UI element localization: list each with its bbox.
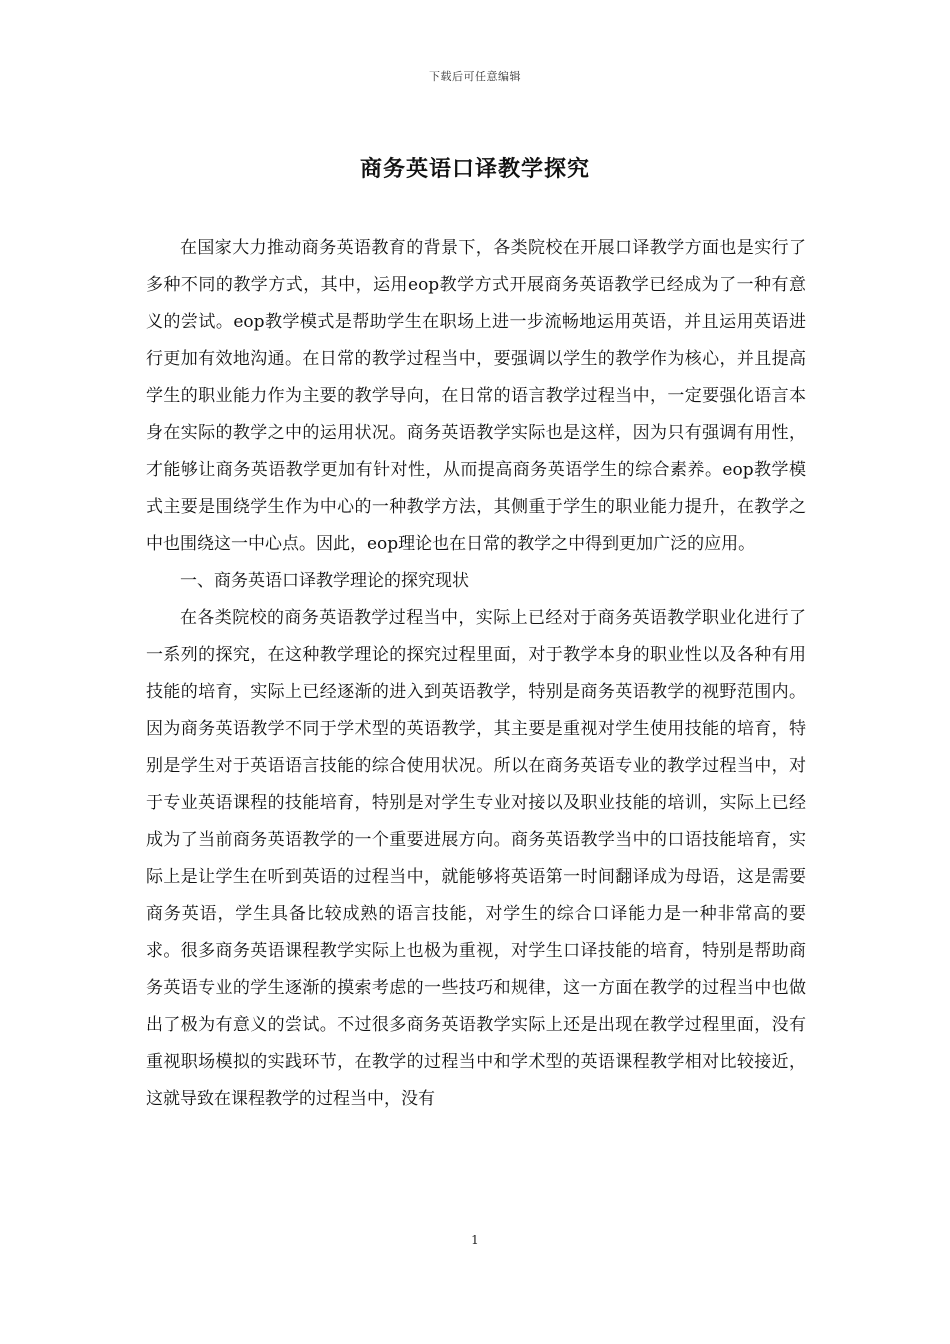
intro-paragraph: 在国家大力推动商务英语教育的背景下，各类院校在开展口译教学方面也是实行了多种不同的教学方式，其中，运用eop教学方式开展商务英语教学已经成为了一种有意义的尝试。eop教学模式是帮助学生在职场上进一步流畅地运用英语，并且运用英语进行更加有效地沟通。在日常的教学过程当中，要强调以学生的教学作为核心，并且提高学生的职业能力作为主要的教学导向，在日常的语言教学过程当中，一定要强化语言本身在实际的教学之中的运用状况。商务英语教学实际也是这样，因为只有强调有用性，才能够让商务英语教学更加有针对性，从而提高商务英语学生的综合素养。eop教学模式主要是围绕学生作为中心的一种教学方法，其侧重于学生的职业能力提升，在教学之中也围绕这一中心点。因此，eop理论也在日常的教学之中得到更加广泛的应用。: [146, 238, 806, 554]
document-body: [146, 230, 806, 1118]
header-note: 下载后可任意编辑: [429, 70, 521, 83]
section-paragraph: 在各类院校的商务英语教学过程当中，实际上已经对于商务英语教学职业化进行了一系列的探究，在这种教学理论的探究过程里面，对于教学本身的职业性以及各种有用技能的培育，实际上已经逐渐的进入到英语教学，特别是商务英语教学的视野范围内。因为商务英语教学不同于学术型的英语教学，其主要是重视对学生使用技能的培育，特别是学生对于英语语言技能的综合使用状况。所以在商务英语专业的教学过程当中，对于专业英语课程的技能培育，特别是对学生专业对接以及职业技能的培训，实际上已经成为了当前商务英语教学的一个重要进展方向。商务英语教学当中的口语技能培育，实际上是让学生在听到英语的过程当中，就能够将英语第一时间翻译成为母语，这是需要商务英语，学生具备比较成熟的语言技能，对学生的综合口译能力是一种非常高的要求。很多商务英语课程教学实际上也极为重视，对学生口译技能的培育，特别是帮助商务英语专业的学生逐渐的摸索考虑的一些技巧和规律，这一方面在教学的过程当中也做出了极为有意义的尝试。不过很多商务英语教学实际上还是出现在教学过程里面，没有重视职场模拟的实践环节，在教学的过程当中和学术型的英语课程教学相对比较接近，这就导致在课程教学的过程当中，没有: [146, 608, 806, 1109]
section-heading: 一、商务英语口译教学理论的探究现状: [180, 571, 469, 591]
document-title: 商务英语口译教学探究: [359, 156, 590, 182]
page-number: 1: [471, 1233, 479, 1247]
